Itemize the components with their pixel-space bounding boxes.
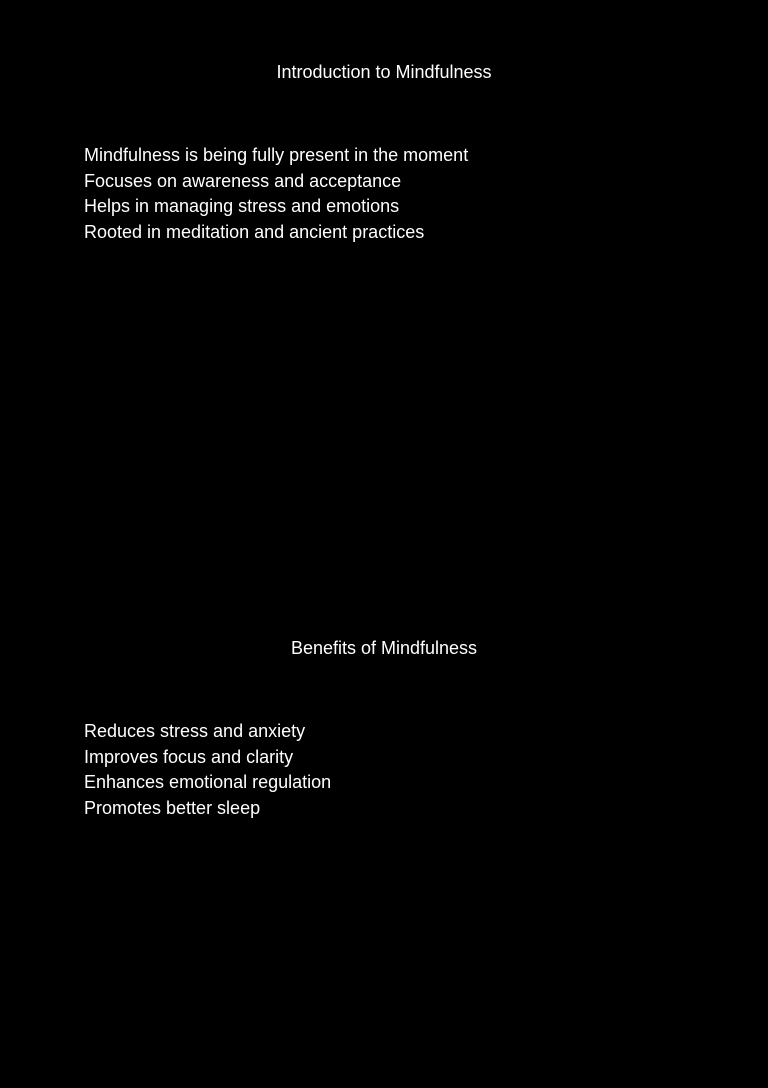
bullet-item: Helps in managing stress and emotions	[84, 196, 400, 217]
slide-title: Benefits of Mindfulness	[290, 638, 478, 658]
slide-introduction	[0, 0, 768, 512]
bullet-list	[84, 719, 331, 821]
bullet-item: Enhances emotional regulation	[84, 772, 332, 793]
bullet-item: Promotes better sleep	[84, 797, 261, 818]
bullet-item: Mindfulness is being fully present in the moment	[84, 145, 469, 165]
bullet-item: Reduces stress and anxiety	[84, 721, 306, 741]
bullet-item: Rooted in meditation and ancient practices	[84, 221, 425, 242]
bullet-item: Improves focus and clarity	[84, 746, 294, 767]
slide-title: Introduction to Mindfulness	[276, 62, 492, 82]
bullet-list	[84, 143, 468, 245]
slide-benefits	[0, 576, 768, 1088]
bullet-item: Focuses on awareness and acceptance	[84, 170, 402, 191]
